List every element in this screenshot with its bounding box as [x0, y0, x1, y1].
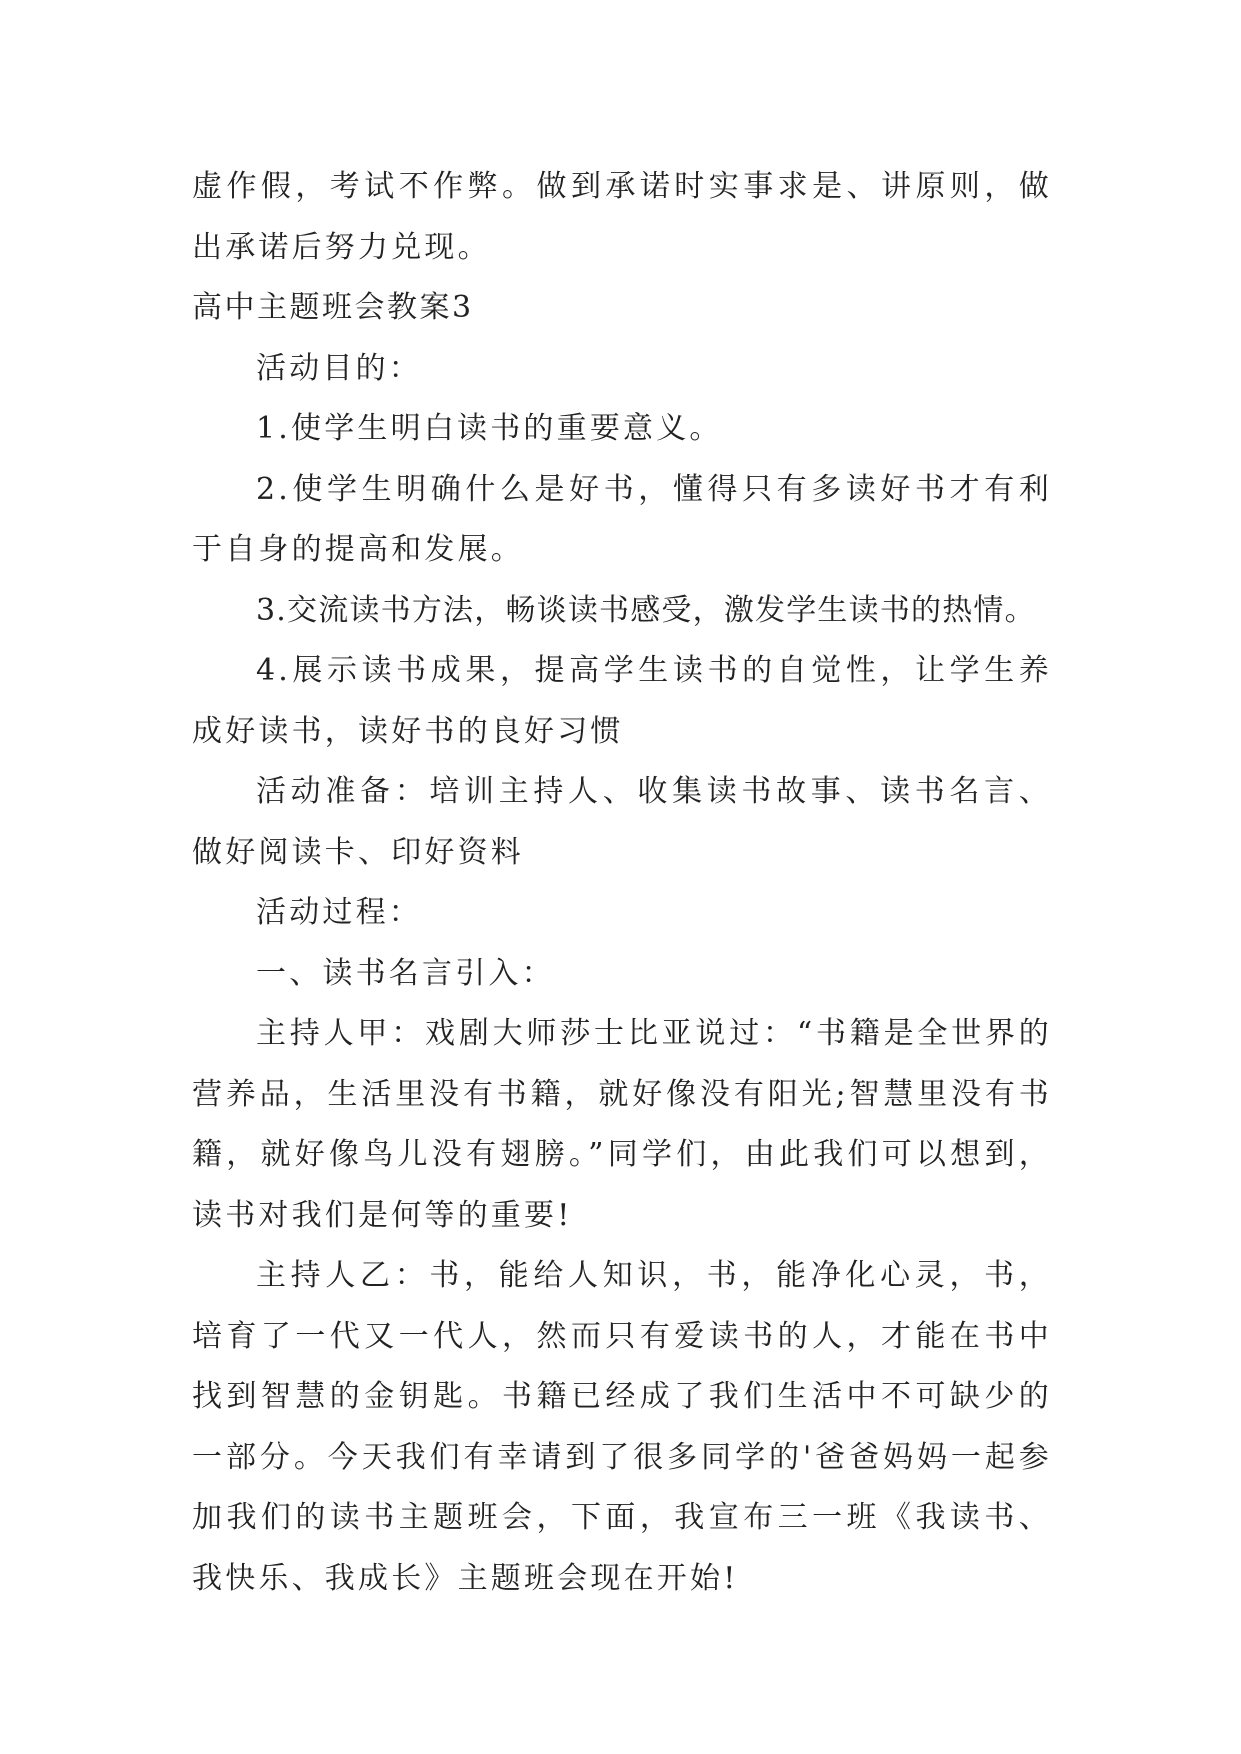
goals-label: 活动目的： — [256, 350, 422, 386]
goal-item-3: 3.交流读书方法，畅谈读书感受，激发学生读书的热情。 — [256, 592, 1036, 628]
host-b-paragraph: 主持人乙：书，能给人知识，书，能净化心灵，书，培育了一代又一代人，然而只有爱读书的人，才能在书中找到智慧的金钥匙。书籍已经成了我们生活中不可缺少的一部分。今天我们有幸请到了很多同学的'爸爸妈妈一起参加我们的读书主题班会，下面，我宣布三一班《我读书、我快乐、我成长》主题班会现在开始! — [192, 1258, 1052, 1596]
section-heading: 高中主题班会教案3 — [192, 290, 474, 325]
step-1-label: 一、读书名言引入： — [256, 955, 555, 991]
goal-item-2: 2.使学生明确什么是好书，懂得只有多读好书才有利于自身的提高和发展。 — [192, 471, 1052, 567]
document-body — [192, 157, 1052, 1609]
preparation-paragraph: 活动准备：培训主持人、收集读书故事、读书名言、做好阅读卡、印好资料 — [192, 774, 1052, 870]
host-a-paragraph: 主持人甲：戏剧大师莎士比亚说过：“书籍是全世界的营养品，生活里没有书籍，就好像没有阳光;智慧里没有书籍，就好像鸟儿没有翅膀。”同学们，由此我们可以想到，读书对我们是何等的重要! — [192, 1016, 1052, 1233]
paragraph-continuation: 虚作假，考试不作弊。做到承诺时实事求是、讲原则，做出承诺后努力兑现。 — [192, 169, 1052, 265]
goal-item-1: 1.使学生明白读书的重要意义。 — [256, 411, 723, 446]
process-label: 活动过程： — [256, 895, 422, 930]
goal-item-4: 4.展示读书成果，提高学生读书的自觉性，让学生养成好读书，读好书的良好习惯 — [192, 653, 1052, 749]
